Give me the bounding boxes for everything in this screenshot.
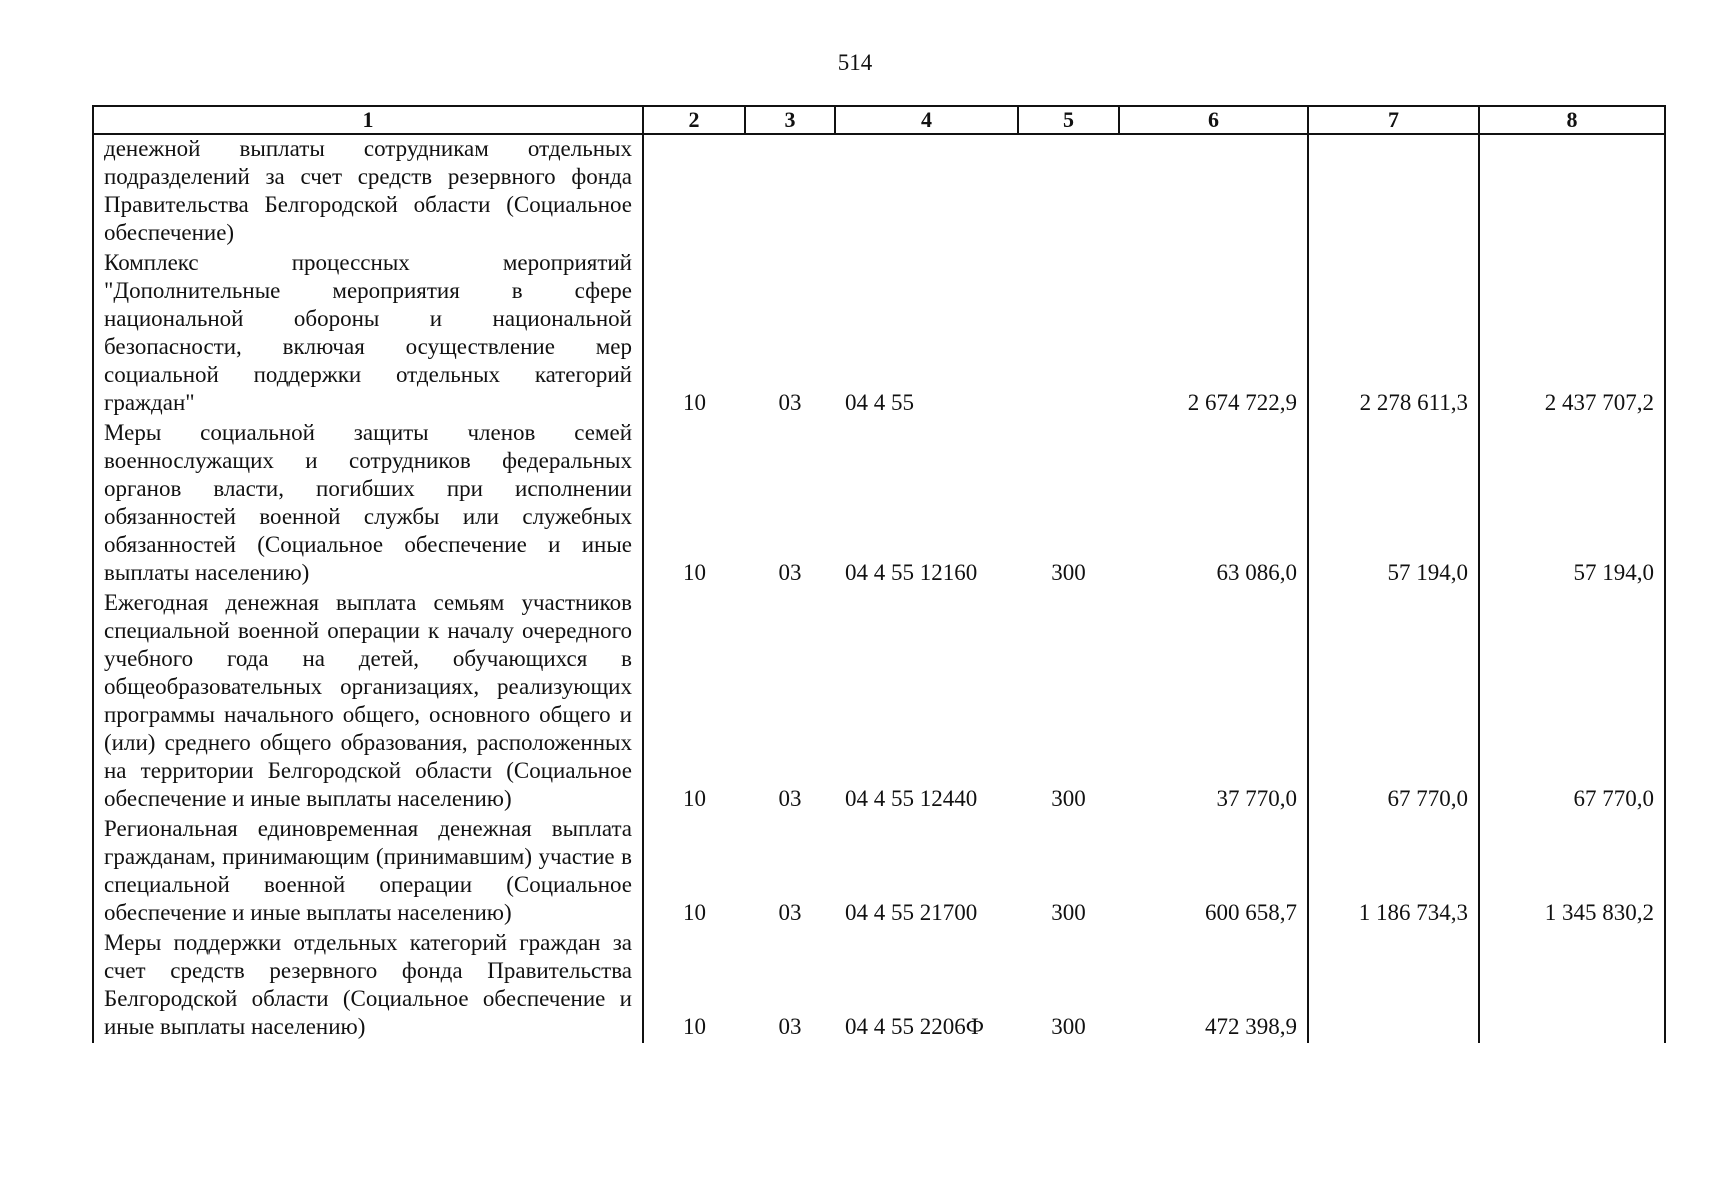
row-amount-year1: 472 398,9 — [1119, 929, 1308, 1043]
page-number: 514 — [837, 50, 873, 75]
row-amount-year3: 2 437 707,2 — [1479, 249, 1665, 419]
table-row — [93, 929, 1665, 1043]
column-header: 4 — [835, 106, 1018, 134]
row-subsection: 03 — [778, 390, 802, 415]
column-header: 2 — [643, 106, 745, 134]
row-amount-year3: 1 345 830,2 — [1479, 815, 1665, 929]
row-section: 10 — [643, 419, 745, 589]
column-header: 6 — [1119, 106, 1308, 134]
row-section: 10 — [643, 249, 745, 419]
row-amount-year2 — [1308, 929, 1479, 1043]
row-expense-type: 300 — [1051, 560, 1086, 585]
row-name: Ежегодная денежная выплата семьям участников специальной военной операции к началу очередного учебного года на детей, обучающихся в общеобразовательных организациях, реализующих программы начального общего, основного общего и (или) среднего общего образования, расположенных на территории Белгородской области (Социальное обеспечение и иные выплаты населению) — [93, 589, 643, 815]
row-amount-year2: 57 194,0 — [1308, 419, 1479, 589]
row-amount-year3: 57 194,0 — [1479, 419, 1665, 589]
row-amount-year1: 37 770,0 — [1119, 589, 1308, 815]
row-amount-year2 — [1308, 134, 1479, 249]
row-subsection: 03 — [778, 1014, 802, 1039]
row-section: 10 — [643, 589, 745, 815]
row-amount-year1: 2 674 722,9 — [1119, 249, 1308, 419]
table-row — [93, 815, 1665, 929]
row-name: денежной выплаты сотрудникам отдельных подразделений за счет средств резервного фонда Правительства Белгородской области (Социальное обеспечение) — [93, 134, 643, 249]
row-section — [643, 134, 745, 249]
row-target-article: 04 4 55 12440 — [845, 786, 978, 811]
column-header: 3 — [745, 106, 835, 134]
row-amount-year3 — [1479, 929, 1665, 1043]
row-target-article: 04 4 55 21700 — [845, 900, 978, 925]
row-name: Комплекс процессных мероприятий "Дополнительные мероприятия в сфере национальной обороны и национальной безопасности, включая осуществление мер социальной поддержки отдельных категорий граждан" — [93, 249, 643, 419]
row-name: Меры поддержки отдельных категорий граждан за счет средств резервного фонда Правительства Белгородской области (Социальное обеспечение и иные выплаты населению) — [93, 929, 643, 1043]
table-row — [93, 419, 1665, 589]
row-section: 10 — [643, 929, 745, 1043]
row-name: Региональная единовременная денежная выплата гражданам, принимающим (принимавшим) участие в специальной военной операции (Социальное обеспечение и иные выплаты населению) — [93, 815, 643, 929]
column-header: 8 — [1479, 106, 1665, 134]
row-expense-type: 300 — [1051, 1014, 1086, 1039]
row-target-article: 04 4 55 — [845, 390, 914, 415]
row-amount-year2: 67 770,0 — [1308, 589, 1479, 815]
table-header-row — [93, 106, 1665, 134]
row-amount-year2: 2 278 611,3 — [1308, 249, 1479, 419]
row-expense-type: 300 — [1051, 786, 1086, 811]
row-subsection: 03 — [778, 560, 802, 585]
row-expense-type — [1018, 134, 1119, 249]
column-header: 5 — [1018, 106, 1119, 134]
row-target-article: 04 4 55 12160 — [845, 560, 978, 585]
row-target-article: 04 4 55 2206Ф — [845, 1014, 984, 1039]
table-row — [93, 589, 1665, 815]
column-header: 7 — [1308, 106, 1479, 134]
row-subsection — [745, 134, 835, 249]
column-header: 1 — [93, 106, 643, 134]
row-amount-year3: 67 770,0 — [1479, 589, 1665, 815]
row-amount-year1 — [1119, 134, 1308, 249]
row-subsection: 03 — [778, 900, 802, 925]
table-row — [93, 249, 1665, 419]
row-expense-type — [1018, 249, 1119, 419]
row-amount-year1: 63 086,0 — [1119, 419, 1308, 589]
row-name: Меры социальной защиты членов семей военнослужащих и сотрудников федеральных органов власти, погибших при исполнении обязанностей военной службы или служебных обязанностей (Социальное обеспечение и иные выплаты населению) — [93, 419, 643, 589]
row-subsection: 03 — [778, 786, 802, 811]
row-expense-type: 300 — [1051, 900, 1086, 925]
row-amount-year3 — [1479, 134, 1665, 249]
row-amount-year1: 600 658,7 — [1119, 815, 1308, 929]
row-amount-year2: 1 186 734,3 — [1308, 815, 1479, 929]
row-target-article — [835, 134, 1018, 249]
row-section: 10 — [643, 815, 745, 929]
budget-table — [92, 105, 1666, 1043]
table-row — [93, 134, 1665, 249]
